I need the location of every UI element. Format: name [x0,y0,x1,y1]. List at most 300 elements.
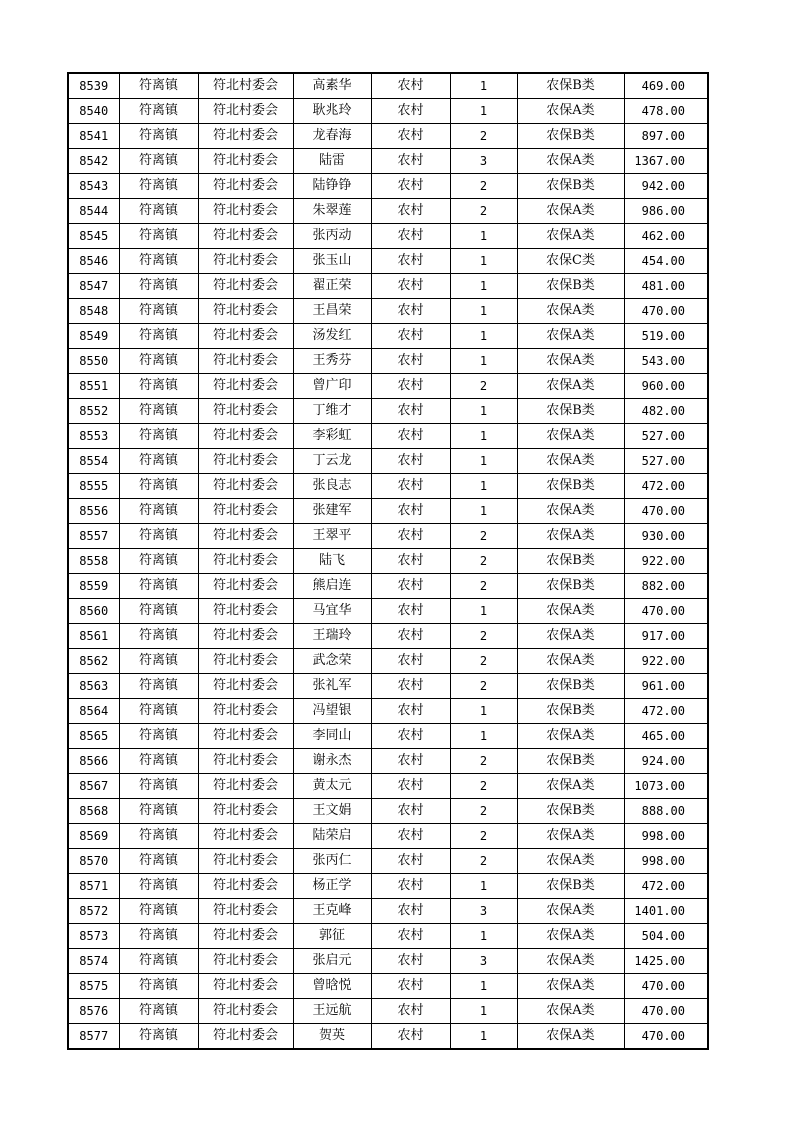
family-size-cell: 1 [450,349,517,374]
amount-cell: 504.00 [624,924,708,949]
insurance-category-cell: 农保B类 [517,749,624,774]
person-name-cell: 王瑞玲 [293,624,371,649]
person-name-cell: 耿兆玲 [293,99,371,124]
town-name-cell: 符离镇 [119,824,198,849]
household-type-cell: 农村 [371,599,450,624]
table-row [68,374,708,399]
table-row [68,574,708,599]
record-number-cell: 8555 [68,474,119,499]
amount-cell: 930.00 [624,524,708,549]
person-name-cell: 张良志 [293,474,371,499]
family-size-cell: 1 [450,274,517,299]
village-committee-cell: 符北村委会 [198,974,293,999]
village-committee-cell: 符北村委会 [198,174,293,199]
amount-cell: 897.00 [624,124,708,149]
insurance-category-cell: 农保A类 [517,774,624,799]
amount-cell: 470.00 [624,974,708,999]
amount-cell: 462.00 [624,224,708,249]
table-row [68,474,708,499]
record-number-cell: 8560 [68,599,119,624]
household-type-cell: 农村 [371,224,450,249]
town-name-cell: 符离镇 [119,974,198,999]
record-number-cell: 8554 [68,449,119,474]
record-number-cell: 8559 [68,574,119,599]
amount-cell: 998.00 [624,824,708,849]
family-size-cell: 1 [450,399,517,424]
amount-cell: 924.00 [624,749,708,774]
village-committee-cell: 符北村委会 [198,374,293,399]
insurance-category-cell: 农保A类 [517,149,624,174]
family-size-cell: 1 [450,73,517,99]
table-row [68,249,708,274]
amount-cell: 470.00 [624,1024,708,1050]
record-number-cell: 8573 [68,924,119,949]
person-name-cell: 张玉山 [293,249,371,274]
table-row [68,649,708,674]
table-row [68,524,708,549]
amount-cell: 882.00 [624,574,708,599]
amount-cell: 922.00 [624,649,708,674]
person-name-cell: 张启元 [293,949,371,974]
record-number-cell: 8543 [68,174,119,199]
village-committee-cell: 符北村委会 [198,799,293,824]
person-name-cell: 高素华 [293,73,371,99]
insurance-category-cell: 农保B类 [517,274,624,299]
household-type-cell: 农村 [371,899,450,924]
record-number-cell: 8556 [68,499,119,524]
household-type-cell: 农村 [371,949,450,974]
person-name-cell: 曾晗悦 [293,974,371,999]
insurance-category-cell: 农保B类 [517,799,624,824]
record-number-cell: 8552 [68,399,119,424]
table-row [68,174,708,199]
village-committee-cell: 符北村委会 [198,574,293,599]
family-size-cell: 2 [450,824,517,849]
amount-cell: 888.00 [624,799,708,824]
person-name-cell: 武念荣 [293,649,371,674]
record-number-cell: 8564 [68,699,119,724]
person-name-cell: 丁维才 [293,399,371,424]
household-type-cell: 农村 [371,699,450,724]
town-name-cell: 符离镇 [119,73,198,99]
insurance-category-cell: 农保A类 [517,849,624,874]
insurance-category-cell: 农保A类 [517,824,624,849]
amount-cell: 469.00 [624,73,708,99]
household-type-cell: 农村 [371,449,450,474]
village-committee-cell: 符北村委会 [198,199,293,224]
village-committee-cell: 符北村委会 [198,524,293,549]
household-type-cell: 农村 [371,749,450,774]
town-name-cell: 符离镇 [119,624,198,649]
table-row [68,99,708,124]
allowance-table [67,72,709,1050]
household-type-cell: 农村 [371,299,450,324]
household-type-cell: 农村 [371,874,450,899]
village-committee-cell: 符北村委会 [198,624,293,649]
person-name-cell: 汤发红 [293,324,371,349]
town-name-cell: 符离镇 [119,299,198,324]
village-committee-cell: 符北村委会 [198,399,293,424]
town-name-cell: 符离镇 [119,724,198,749]
insurance-category-cell: 农保A类 [517,1024,624,1050]
record-number-cell: 8549 [68,324,119,349]
amount-cell: 482.00 [624,399,708,424]
village-committee-cell: 符北村委会 [198,149,293,174]
record-number-cell: 8546 [68,249,119,274]
record-number-cell: 8539 [68,73,119,99]
household-type-cell: 农村 [371,499,450,524]
table-body [68,73,708,1049]
amount-cell: 472.00 [624,874,708,899]
family-size-cell: 2 [450,649,517,674]
family-size-cell: 1 [450,999,517,1024]
household-type-cell: 农村 [371,249,450,274]
family-size-cell: 2 [450,624,517,649]
person-name-cell: 王秀芬 [293,349,371,374]
town-name-cell: 符离镇 [119,749,198,774]
table-row [68,624,708,649]
town-name-cell: 符离镇 [119,1024,198,1050]
village-committee-cell: 符北村委会 [198,649,293,674]
insurance-category-cell: 农保B类 [517,124,624,149]
insurance-category-cell: 农保A类 [517,224,624,249]
family-size-cell: 2 [450,774,517,799]
table-row [68,499,708,524]
household-type-cell: 农村 [371,99,450,124]
amount-cell: 961.00 [624,674,708,699]
insurance-category-cell: 农保A类 [517,99,624,124]
village-committee-cell: 符北村委会 [198,599,293,624]
family-size-cell: 1 [450,224,517,249]
family-size-cell: 1 [450,474,517,499]
record-number-cell: 8567 [68,774,119,799]
household-type-cell: 农村 [371,149,450,174]
table-row [68,199,708,224]
family-size-cell: 2 [450,749,517,774]
table-row [68,424,708,449]
person-name-cell: 张礼军 [293,674,371,699]
household-type-cell: 农村 [371,73,450,99]
village-committee-cell: 符北村委会 [198,849,293,874]
household-type-cell: 农村 [371,799,450,824]
family-size-cell: 2 [450,849,517,874]
town-name-cell: 符离镇 [119,774,198,799]
table-row [68,399,708,424]
table-row [68,874,708,899]
record-number-cell: 8548 [68,299,119,324]
amount-cell: 470.00 [624,299,708,324]
household-type-cell: 农村 [371,349,450,374]
town-name-cell: 符离镇 [119,349,198,374]
amount-cell: 1401.00 [624,899,708,924]
table-row [68,549,708,574]
family-size-cell: 1 [450,499,517,524]
amount-cell: 998.00 [624,849,708,874]
insurance-category-cell: 农保B类 [517,474,624,499]
amount-cell: 470.00 [624,999,708,1024]
table-row [68,124,708,149]
family-size-cell: 1 [450,1024,517,1050]
household-type-cell: 农村 [371,674,450,699]
village-committee-cell: 符北村委会 [198,73,293,99]
family-size-cell: 2 [450,124,517,149]
insurance-category-cell: 农保A类 [517,924,624,949]
amount-cell: 454.00 [624,249,708,274]
table-row [68,324,708,349]
family-size-cell: 1 [450,699,517,724]
town-name-cell: 符离镇 [119,449,198,474]
insurance-category-cell: 农保A类 [517,624,624,649]
insurance-category-cell: 农保B类 [517,674,624,699]
record-number-cell: 8562 [68,649,119,674]
town-name-cell: 符离镇 [119,899,198,924]
insurance-category-cell: 农保A类 [517,899,624,924]
person-name-cell: 陆飞 [293,549,371,574]
record-number-cell: 8542 [68,149,119,174]
insurance-category-cell: 农保A类 [517,199,624,224]
village-committee-cell: 符北村委会 [198,124,293,149]
person-name-cell: 张丙动 [293,224,371,249]
person-name-cell: 陆雷 [293,149,371,174]
town-name-cell: 符离镇 [119,649,198,674]
person-name-cell: 龙春海 [293,124,371,149]
family-size-cell: 1 [450,924,517,949]
person-name-cell: 马宜华 [293,599,371,624]
insurance-category-cell: 农保A类 [517,649,624,674]
table-row [68,799,708,824]
family-size-cell: 2 [450,574,517,599]
insurance-category-cell: 农保A类 [517,374,624,399]
insurance-category-cell: 农保B类 [517,174,624,199]
record-number-cell: 8571 [68,874,119,899]
town-name-cell: 符离镇 [119,399,198,424]
family-size-cell: 2 [450,174,517,199]
amount-cell: 543.00 [624,349,708,374]
town-name-cell: 符离镇 [119,599,198,624]
record-number-cell: 8545 [68,224,119,249]
family-size-cell: 3 [450,149,517,174]
family-size-cell: 1 [450,449,517,474]
insurance-category-cell: 农保A类 [517,599,624,624]
family-size-cell: 1 [450,424,517,449]
household-type-cell: 农村 [371,849,450,874]
town-name-cell: 符离镇 [119,249,198,274]
town-name-cell: 符离镇 [119,699,198,724]
table-row [68,224,708,249]
person-name-cell: 翟正荣 [293,274,371,299]
town-name-cell: 符离镇 [119,999,198,1024]
person-name-cell: 王远航 [293,999,371,1024]
amount-cell: 519.00 [624,324,708,349]
household-type-cell: 农村 [371,174,450,199]
amount-cell: 465.00 [624,724,708,749]
village-committee-cell: 符北村委会 [198,224,293,249]
household-type-cell: 农村 [371,549,450,574]
town-name-cell: 符离镇 [119,274,198,299]
table-row [68,274,708,299]
person-name-cell: 陆铮铮 [293,174,371,199]
family-size-cell: 3 [450,899,517,924]
table-row [68,849,708,874]
record-number-cell: 8576 [68,999,119,1024]
household-type-cell: 农村 [371,124,450,149]
town-name-cell: 符离镇 [119,424,198,449]
record-number-cell: 8561 [68,624,119,649]
village-committee-cell: 符北村委会 [198,324,293,349]
town-name-cell: 符离镇 [119,324,198,349]
table-row [68,974,708,999]
person-name-cell: 曾广印 [293,374,371,399]
village-committee-cell: 符北村委会 [198,299,293,324]
record-number-cell: 8547 [68,274,119,299]
village-committee-cell: 符北村委会 [198,774,293,799]
household-type-cell: 农村 [371,999,450,1024]
record-number-cell: 8551 [68,374,119,399]
record-number-cell: 8558 [68,549,119,574]
insurance-category-cell: 农保A类 [517,524,624,549]
record-number-cell: 8550 [68,349,119,374]
person-name-cell: 王昌荣 [293,299,371,324]
table-row [68,824,708,849]
town-name-cell: 符离镇 [119,149,198,174]
family-size-cell: 3 [450,949,517,974]
amount-cell: 1367.00 [624,149,708,174]
record-number-cell: 8575 [68,974,119,999]
amount-cell: 1073.00 [624,774,708,799]
town-name-cell: 符离镇 [119,174,198,199]
village-committee-cell: 符北村委会 [198,99,293,124]
person-name-cell: 王文娟 [293,799,371,824]
household-type-cell: 农村 [371,774,450,799]
insurance-category-cell: 农保C类 [517,249,624,274]
person-name-cell: 陆荣启 [293,824,371,849]
town-name-cell: 符离镇 [119,849,198,874]
person-name-cell: 冯望银 [293,699,371,724]
record-number-cell: 8544 [68,199,119,224]
table-row [68,73,708,99]
insurance-category-cell: 农保B类 [517,549,624,574]
town-name-cell: 符离镇 [119,124,198,149]
insurance-category-cell: 农保A类 [517,324,624,349]
household-type-cell: 农村 [371,524,450,549]
insurance-category-cell: 农保A类 [517,974,624,999]
table-row [68,149,708,174]
table-row [68,599,708,624]
town-name-cell: 符离镇 [119,574,198,599]
town-name-cell: 符离镇 [119,549,198,574]
town-name-cell: 符离镇 [119,924,198,949]
family-size-cell: 2 [450,374,517,399]
person-name-cell: 丁云龙 [293,449,371,474]
village-committee-cell: 符北村委会 [198,899,293,924]
insurance-category-cell: 农保A类 [517,999,624,1024]
family-size-cell: 1 [450,974,517,999]
amount-cell: 942.00 [624,174,708,199]
record-number-cell: 8553 [68,424,119,449]
village-committee-cell: 符北村委会 [198,499,293,524]
table-row [68,349,708,374]
insurance-category-cell: 农保A类 [517,724,624,749]
household-type-cell: 农村 [371,474,450,499]
insurance-category-cell: 农保A类 [517,424,624,449]
town-name-cell: 符离镇 [119,374,198,399]
village-committee-cell: 符北村委会 [198,724,293,749]
insurance-category-cell: 农保A类 [517,949,624,974]
amount-cell: 527.00 [624,424,708,449]
amount-cell: 527.00 [624,449,708,474]
insurance-category-cell: 农保B类 [517,73,624,99]
amount-cell: 478.00 [624,99,708,124]
person-name-cell: 黄太元 [293,774,371,799]
village-committee-cell: 符北村委会 [198,549,293,574]
family-size-cell: 2 [450,799,517,824]
record-number-cell: 8572 [68,899,119,924]
amount-cell: 960.00 [624,374,708,399]
village-committee-cell: 符北村委会 [198,749,293,774]
insurance-category-cell: 农保A类 [517,299,624,324]
record-number-cell: 8541 [68,124,119,149]
family-size-cell: 2 [450,524,517,549]
village-committee-cell: 符北村委会 [198,349,293,374]
person-name-cell: 谢永杰 [293,749,371,774]
family-size-cell: 2 [450,199,517,224]
village-committee-cell: 符北村委会 [198,249,293,274]
amount-cell: 917.00 [624,624,708,649]
amount-cell: 481.00 [624,274,708,299]
insurance-category-cell: 农保B类 [517,399,624,424]
table-row [68,924,708,949]
amount-cell: 470.00 [624,599,708,624]
village-committee-cell: 符北村委会 [198,474,293,499]
household-type-cell: 农村 [371,274,450,299]
family-size-cell: 1 [450,874,517,899]
table-row [68,449,708,474]
amount-cell: 1425.00 [624,949,708,974]
table-row [68,999,708,1024]
person-name-cell: 李同山 [293,724,371,749]
village-committee-cell: 符北村委会 [198,824,293,849]
person-name-cell: 王翠平 [293,524,371,549]
town-name-cell: 符离镇 [119,874,198,899]
person-name-cell: 朱翠莲 [293,199,371,224]
table-row [68,899,708,924]
town-name-cell: 符离镇 [119,799,198,824]
household-type-cell: 农村 [371,974,450,999]
person-name-cell: 熊启连 [293,574,371,599]
town-name-cell: 符离镇 [119,199,198,224]
family-size-cell: 1 [450,99,517,124]
record-number-cell: 8540 [68,99,119,124]
village-committee-cell: 符北村委会 [198,449,293,474]
amount-cell: 472.00 [624,699,708,724]
person-name-cell: 张丙仁 [293,849,371,874]
town-name-cell: 符离镇 [119,474,198,499]
town-name-cell: 符离镇 [119,99,198,124]
person-name-cell: 李彩虹 [293,424,371,449]
town-name-cell: 符离镇 [119,499,198,524]
family-size-cell: 1 [450,724,517,749]
person-name-cell: 杨正学 [293,874,371,899]
family-size-cell: 1 [450,324,517,349]
table-row [68,699,708,724]
record-number-cell: 8565 [68,724,119,749]
household-type-cell: 农村 [371,724,450,749]
person-name-cell: 贺英 [293,1024,371,1050]
record-number-cell: 8569 [68,824,119,849]
table-row [68,724,708,749]
person-name-cell: 张建军 [293,499,371,524]
family-size-cell: 1 [450,299,517,324]
